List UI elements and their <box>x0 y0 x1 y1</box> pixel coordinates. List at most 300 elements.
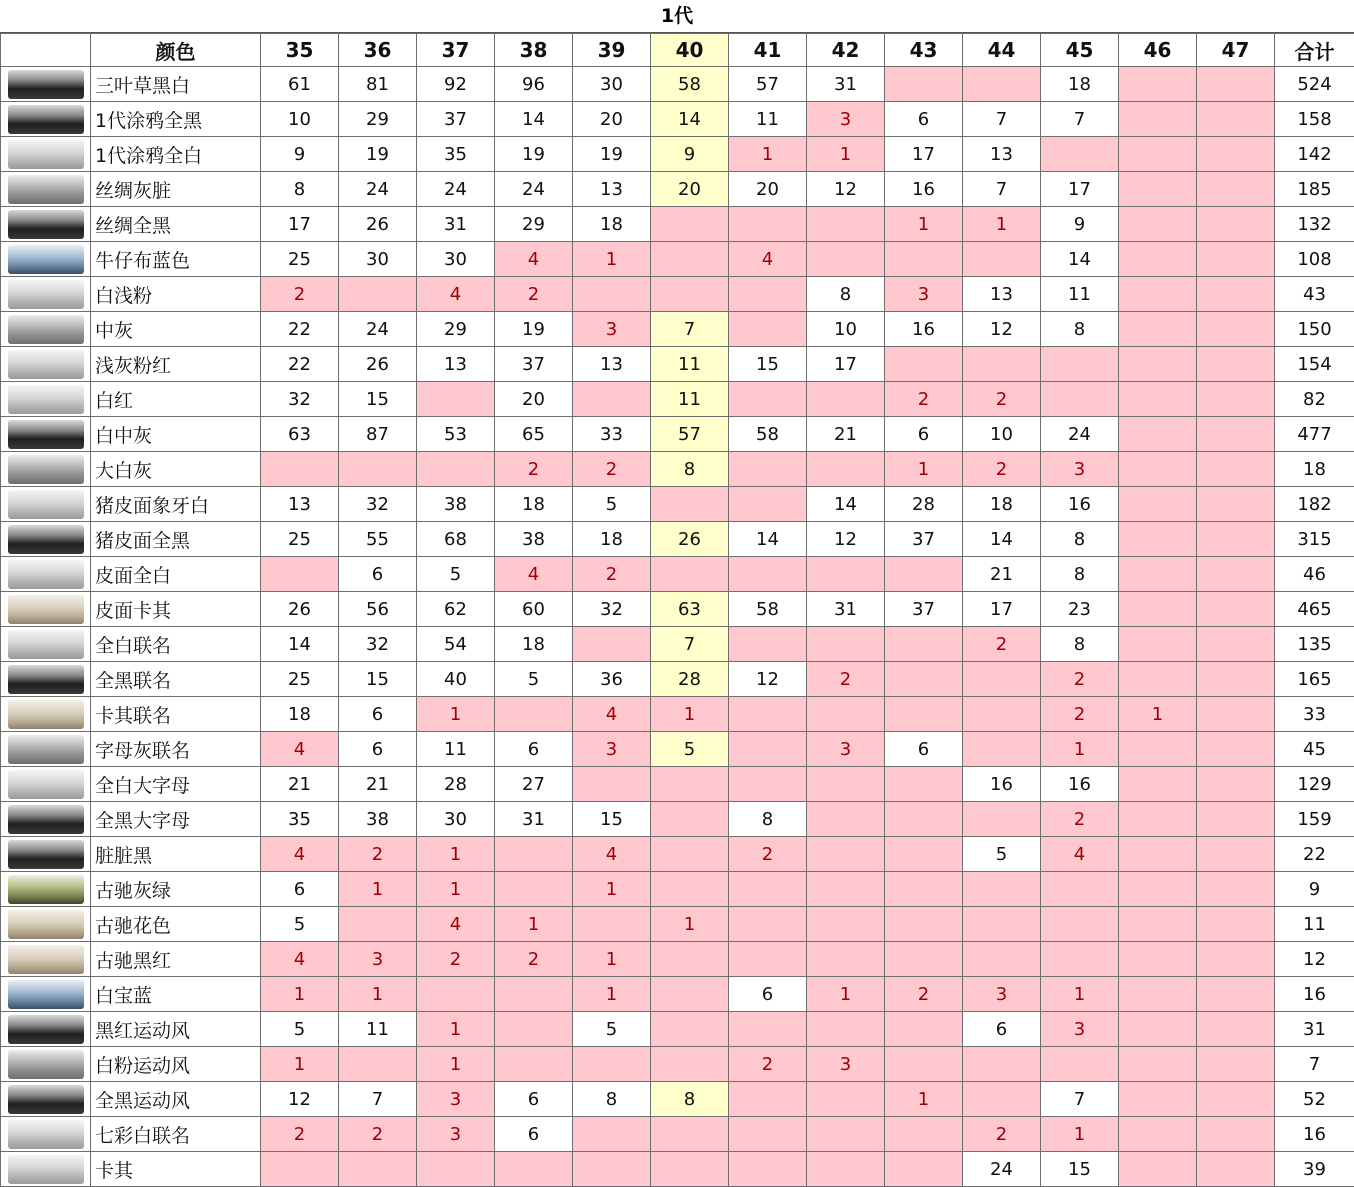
size-quantity-cell[interactable] <box>963 347 1041 382</box>
size-quantity-cell[interactable] <box>807 452 885 487</box>
size-quantity-cell[interactable] <box>1041 137 1119 172</box>
shoe-thumbnail-cell[interactable] <box>1 1082 91 1117</box>
size-quantity-cell[interactable] <box>729 942 807 977</box>
size-quantity-cell[interactable] <box>1119 102 1197 137</box>
color-name-cell[interactable]: 1代涂鸦全白 <box>91 137 261 172</box>
size-quantity-cell[interactable]: 5 <box>963 837 1041 872</box>
size-header[interactable]: 47 <box>1197 34 1275 67</box>
size-quantity-cell[interactable]: 4 <box>729 242 807 277</box>
size-quantity-cell[interactable]: 17 <box>807 347 885 382</box>
size-quantity-cell[interactable]: 5 <box>261 907 339 942</box>
size-quantity-cell[interactable]: 2 <box>807 662 885 697</box>
size-quantity-cell[interactable] <box>339 1152 417 1187</box>
size-quantity-cell[interactable]: 1 <box>573 942 651 977</box>
row-total-cell[interactable]: 165 <box>1275 662 1354 697</box>
size-quantity-cell[interactable]: 3 <box>417 1082 495 1117</box>
size-quantity-cell[interactable]: 2 <box>495 942 573 977</box>
size-quantity-cell[interactable] <box>807 1117 885 1152</box>
size-quantity-cell[interactable]: 4 <box>417 907 495 942</box>
size-quantity-cell[interactable]: 2 <box>573 452 651 487</box>
shoe-thumbnail-cell[interactable] <box>1 312 91 347</box>
size-quantity-cell[interactable] <box>807 1152 885 1187</box>
size-quantity-cell[interactable] <box>1041 382 1119 417</box>
size-header[interactable]: 46 <box>1119 34 1197 67</box>
row-total-cell[interactable]: 524 <box>1275 67 1354 102</box>
size-quantity-cell[interactable]: 9 <box>261 137 339 172</box>
size-quantity-cell[interactable] <box>885 242 963 277</box>
size-quantity-cell[interactable]: 17 <box>1041 172 1119 207</box>
size-quantity-cell[interactable]: 25 <box>261 242 339 277</box>
size-quantity-cell[interactable]: 2 <box>495 277 573 312</box>
size-quantity-cell[interactable] <box>729 207 807 242</box>
size-quantity-cell[interactable]: 1 <box>885 207 963 242</box>
size-quantity-cell[interactable]: 20 <box>573 102 651 137</box>
size-quantity-cell[interactable]: 3 <box>1041 1012 1119 1047</box>
size-quantity-cell[interactable] <box>495 872 573 907</box>
size-quantity-cell[interactable]: 3 <box>885 277 963 312</box>
size-quantity-cell[interactable] <box>729 452 807 487</box>
size-quantity-cell[interactable] <box>1197 697 1275 732</box>
size-quantity-cell[interactable]: 11 <box>651 382 729 417</box>
size-header[interactable]: 39 <box>573 34 651 67</box>
row-total-cell[interactable]: 46 <box>1275 557 1354 592</box>
size-quantity-cell[interactable]: 20 <box>729 172 807 207</box>
row-total-cell[interactable]: 11 <box>1275 907 1354 942</box>
size-quantity-cell[interactable]: 1 <box>885 452 963 487</box>
color-name-cell[interactable]: 白宝蓝 <box>91 977 261 1012</box>
size-quantity-cell[interactable]: 30 <box>417 242 495 277</box>
size-quantity-cell[interactable] <box>339 907 417 942</box>
row-total-cell[interactable]: 135 <box>1275 627 1354 662</box>
size-quantity-cell[interactable]: 2 <box>417 942 495 977</box>
size-quantity-cell[interactable]: 33 <box>573 417 651 452</box>
row-total-cell[interactable]: 33 <box>1275 697 1354 732</box>
size-quantity-cell[interactable]: 14 <box>261 627 339 662</box>
size-quantity-cell[interactable] <box>729 1117 807 1152</box>
size-header[interactable]: 44 <box>963 34 1041 67</box>
color-name-cell[interactable]: 1代涂鸦全黑 <box>91 102 261 137</box>
size-quantity-cell[interactable]: 31 <box>417 207 495 242</box>
size-quantity-cell[interactable]: 6 <box>885 102 963 137</box>
size-quantity-cell[interactable]: 13 <box>573 347 651 382</box>
size-quantity-cell[interactable]: 24 <box>417 172 495 207</box>
size-quantity-cell[interactable]: 2 <box>885 977 963 1012</box>
size-quantity-cell[interactable]: 7 <box>963 172 1041 207</box>
size-quantity-cell[interactable] <box>1041 872 1119 907</box>
size-quantity-cell[interactable]: 21 <box>963 557 1041 592</box>
shoe-thumbnail-cell[interactable] <box>1 942 91 977</box>
size-quantity-cell[interactable] <box>573 382 651 417</box>
color-name-cell[interactable]: 全黑联名 <box>91 662 261 697</box>
size-quantity-cell[interactable]: 14 <box>495 102 573 137</box>
size-quantity-cell[interactable] <box>1119 172 1197 207</box>
size-quantity-cell[interactable]: 1 <box>1119 697 1197 732</box>
size-quantity-cell[interactable] <box>1119 977 1197 1012</box>
size-quantity-cell[interactable] <box>729 767 807 802</box>
shoe-thumbnail-cell[interactable] <box>1 1047 91 1082</box>
size-quantity-cell[interactable] <box>651 942 729 977</box>
size-quantity-cell[interactable] <box>1197 137 1275 172</box>
size-quantity-cell[interactable]: 2 <box>963 627 1041 662</box>
shoe-thumbnail-cell[interactable] <box>1 102 91 137</box>
size-quantity-cell[interactable]: 40 <box>417 662 495 697</box>
size-quantity-cell[interactable] <box>573 907 651 942</box>
size-quantity-cell[interactable] <box>963 662 1041 697</box>
size-quantity-cell[interactable]: 18 <box>1041 67 1119 102</box>
size-quantity-cell[interactable] <box>1119 522 1197 557</box>
shoe-thumbnail-cell[interactable] <box>1 207 91 242</box>
size-quantity-cell[interactable]: 31 <box>807 592 885 627</box>
size-quantity-cell[interactable]: 19 <box>573 137 651 172</box>
size-quantity-cell[interactable] <box>1197 662 1275 697</box>
row-total-cell[interactable]: 465 <box>1275 592 1354 627</box>
size-quantity-cell[interactable]: 15 <box>573 802 651 837</box>
size-quantity-cell[interactable] <box>573 277 651 312</box>
size-quantity-cell[interactable] <box>1197 1082 1275 1117</box>
shoe-thumbnail-cell[interactable] <box>1 452 91 487</box>
color-name-cell[interactable]: 全白大字母 <box>91 767 261 802</box>
size-quantity-cell[interactable] <box>885 907 963 942</box>
size-quantity-cell[interactable]: 29 <box>339 102 417 137</box>
size-quantity-cell[interactable] <box>729 1012 807 1047</box>
size-quantity-cell[interactable]: 3 <box>573 312 651 347</box>
size-quantity-cell[interactable]: 1 <box>963 207 1041 242</box>
size-quantity-cell[interactable]: 1 <box>573 242 651 277</box>
size-quantity-cell[interactable] <box>1119 1152 1197 1187</box>
size-quantity-cell[interactable] <box>1197 732 1275 767</box>
size-quantity-cell[interactable]: 8 <box>1041 627 1119 662</box>
size-quantity-cell[interactable]: 8 <box>1041 557 1119 592</box>
size-quantity-cell[interactable] <box>1119 592 1197 627</box>
size-quantity-cell[interactable]: 13 <box>261 487 339 522</box>
size-quantity-cell[interactable]: 2 <box>729 837 807 872</box>
size-quantity-cell[interactable]: 4 <box>417 277 495 312</box>
size-quantity-cell[interactable]: 3 <box>573 732 651 767</box>
size-quantity-cell[interactable] <box>1119 312 1197 347</box>
size-quantity-cell[interactable] <box>573 1117 651 1152</box>
size-quantity-cell[interactable]: 8 <box>573 1082 651 1117</box>
size-quantity-cell[interactable]: 32 <box>339 487 417 522</box>
size-quantity-cell[interactable] <box>495 977 573 1012</box>
color-name-cell[interactable]: 皮面全白 <box>91 557 261 592</box>
size-quantity-cell[interactable] <box>807 942 885 977</box>
size-quantity-cell[interactable] <box>807 802 885 837</box>
size-quantity-cell[interactable] <box>1119 942 1197 977</box>
size-quantity-cell[interactable]: 24 <box>1041 417 1119 452</box>
size-quantity-cell[interactable]: 3 <box>339 942 417 977</box>
size-quantity-cell[interactable]: 1 <box>651 697 729 732</box>
size-quantity-cell[interactable] <box>1197 1117 1275 1152</box>
size-quantity-cell[interactable]: 2 <box>573 557 651 592</box>
size-quantity-cell[interactable]: 11 <box>729 102 807 137</box>
size-quantity-cell[interactable] <box>1197 872 1275 907</box>
size-quantity-cell[interactable]: 8 <box>651 1082 729 1117</box>
size-quantity-cell[interactable] <box>807 767 885 802</box>
row-total-cell[interactable]: 45 <box>1275 732 1354 767</box>
size-quantity-cell[interactable]: 5 <box>261 1012 339 1047</box>
size-quantity-cell[interactable]: 4 <box>1041 837 1119 872</box>
size-quantity-cell[interactable]: 11 <box>417 732 495 767</box>
size-quantity-cell[interactable] <box>1197 312 1275 347</box>
row-total-cell[interactable]: 132 <box>1275 207 1354 242</box>
size-quantity-cell[interactable]: 18 <box>495 487 573 522</box>
size-quantity-cell[interactable] <box>1119 137 1197 172</box>
shoe-thumbnail-cell[interactable] <box>1 487 91 522</box>
color-name-cell[interactable]: 皮面卡其 <box>91 592 261 627</box>
size-quantity-cell[interactable] <box>1119 627 1197 662</box>
size-quantity-cell[interactable] <box>573 1152 651 1187</box>
size-quantity-cell[interactable]: 2 <box>885 382 963 417</box>
size-quantity-cell[interactable] <box>1119 277 1197 312</box>
size-quantity-cell[interactable] <box>417 382 495 417</box>
size-header[interactable]: 37 <box>417 34 495 67</box>
size-quantity-cell[interactable] <box>729 277 807 312</box>
size-quantity-cell[interactable] <box>339 1047 417 1082</box>
color-name-cell[interactable]: 古驰黑红 <box>91 942 261 977</box>
size-quantity-cell[interactable] <box>1119 347 1197 382</box>
size-quantity-cell[interactable]: 1 <box>573 872 651 907</box>
size-quantity-cell[interactable]: 26 <box>651 522 729 557</box>
size-quantity-cell[interactable]: 29 <box>417 312 495 347</box>
size-quantity-cell[interactable] <box>651 207 729 242</box>
size-quantity-cell[interactable]: 37 <box>885 592 963 627</box>
size-quantity-cell[interactable]: 5 <box>573 1012 651 1047</box>
size-quantity-cell[interactable]: 7 <box>1041 102 1119 137</box>
size-quantity-cell[interactable] <box>807 207 885 242</box>
size-quantity-cell[interactable] <box>885 872 963 907</box>
size-quantity-cell[interactable]: 4 <box>261 837 339 872</box>
size-quantity-cell[interactable]: 16 <box>885 312 963 347</box>
size-quantity-cell[interactable]: 21 <box>261 767 339 802</box>
size-quantity-cell[interactable]: 10 <box>963 417 1041 452</box>
color-name-cell[interactable]: 古驰花色 <box>91 907 261 942</box>
size-header[interactable]: 42 <box>807 34 885 67</box>
size-quantity-cell[interactable] <box>1119 67 1197 102</box>
size-quantity-cell[interactable]: 1 <box>339 872 417 907</box>
row-total-cell[interactable]: 52 <box>1275 1082 1354 1117</box>
size-quantity-cell[interactable]: 17 <box>261 207 339 242</box>
color-name-cell[interactable]: 丝绸全黑 <box>91 207 261 242</box>
size-quantity-cell[interactable] <box>651 977 729 1012</box>
row-total-cell[interactable]: 477 <box>1275 417 1354 452</box>
size-quantity-cell[interactable]: 37 <box>417 102 495 137</box>
color-name-cell[interactable]: 白红 <box>91 382 261 417</box>
size-quantity-cell[interactable]: 29 <box>495 207 573 242</box>
size-quantity-cell[interactable]: 12 <box>261 1082 339 1117</box>
size-quantity-cell[interactable] <box>885 1012 963 1047</box>
size-quantity-cell[interactable] <box>1197 1012 1275 1047</box>
size-quantity-cell[interactable] <box>1119 1117 1197 1152</box>
size-quantity-cell[interactable] <box>1119 732 1197 767</box>
size-quantity-cell[interactable] <box>651 1012 729 1047</box>
size-quantity-cell[interactable] <box>651 242 729 277</box>
size-quantity-cell[interactable] <box>495 837 573 872</box>
shoe-thumbnail-cell[interactable] <box>1 907 91 942</box>
size-header[interactable]: 43 <box>885 34 963 67</box>
size-quantity-cell[interactable] <box>885 837 963 872</box>
shoe-thumbnail-cell[interactable] <box>1 837 91 872</box>
size-quantity-cell[interactable]: 24 <box>339 172 417 207</box>
size-quantity-cell[interactable] <box>417 977 495 1012</box>
color-name-cell[interactable]: 白浅粉 <box>91 277 261 312</box>
row-total-cell[interactable]: 39 <box>1275 1152 1354 1187</box>
size-quantity-cell[interactable]: 58 <box>729 417 807 452</box>
color-name-cell[interactable]: 浅灰粉红 <box>91 347 261 382</box>
size-quantity-cell[interactable]: 3 <box>807 102 885 137</box>
size-quantity-cell[interactable] <box>495 1152 573 1187</box>
size-quantity-cell[interactable] <box>729 907 807 942</box>
size-quantity-cell[interactable]: 13 <box>573 172 651 207</box>
size-quantity-cell[interactable] <box>339 277 417 312</box>
size-quantity-cell[interactable] <box>651 1117 729 1152</box>
size-quantity-cell[interactable]: 2 <box>963 1117 1041 1152</box>
shoe-thumbnail-cell[interactable] <box>1 1152 91 1187</box>
size-quantity-cell[interactable] <box>1197 1047 1275 1082</box>
size-quantity-cell[interactable]: 32 <box>339 627 417 662</box>
color-header[interactable]: 颜色 <box>91 34 261 67</box>
size-quantity-cell[interactable] <box>963 802 1041 837</box>
size-quantity-cell[interactable]: 24 <box>339 312 417 347</box>
size-quantity-cell[interactable] <box>1119 837 1197 872</box>
size-quantity-cell[interactable] <box>651 1152 729 1187</box>
size-quantity-cell[interactable]: 1 <box>417 872 495 907</box>
size-quantity-cell[interactable]: 1 <box>1041 732 1119 767</box>
size-quantity-cell[interactable] <box>1197 277 1275 312</box>
size-quantity-cell[interactable]: 6 <box>885 732 963 767</box>
size-quantity-cell[interactable]: 19 <box>495 137 573 172</box>
size-quantity-cell[interactable]: 17 <box>885 137 963 172</box>
size-quantity-cell[interactable]: 3 <box>807 1047 885 1082</box>
size-quantity-cell[interactable]: 17 <box>963 592 1041 627</box>
size-quantity-cell[interactable] <box>1197 942 1275 977</box>
color-name-cell[interactable]: 白粉运动风 <box>91 1047 261 1082</box>
size-quantity-cell[interactable]: 2 <box>1041 697 1119 732</box>
row-total-cell[interactable]: 43 <box>1275 277 1354 312</box>
shoe-thumbnail-cell[interactable] <box>1 277 91 312</box>
size-quantity-cell[interactable]: 12 <box>807 522 885 557</box>
size-quantity-cell[interactable] <box>573 1047 651 1082</box>
size-quantity-cell[interactable]: 81 <box>339 67 417 102</box>
size-quantity-cell[interactable]: 25 <box>261 662 339 697</box>
size-quantity-cell[interactable]: 27 <box>495 767 573 802</box>
size-quantity-cell[interactable]: 5 <box>573 487 651 522</box>
size-quantity-cell[interactable] <box>1119 417 1197 452</box>
size-quantity-cell[interactable]: 14 <box>729 522 807 557</box>
size-quantity-cell[interactable]: 1 <box>261 977 339 1012</box>
size-quantity-cell[interactable] <box>1041 1047 1119 1082</box>
size-quantity-cell[interactable] <box>963 872 1041 907</box>
size-quantity-cell[interactable]: 1 <box>885 1082 963 1117</box>
size-quantity-cell[interactable] <box>885 697 963 732</box>
size-quantity-cell[interactable]: 87 <box>339 417 417 452</box>
size-quantity-cell[interactable]: 24 <box>963 1152 1041 1187</box>
row-total-cell[interactable]: 159 <box>1275 802 1354 837</box>
size-quantity-cell[interactable] <box>1119 872 1197 907</box>
size-quantity-cell[interactable]: 8 <box>807 277 885 312</box>
size-quantity-cell[interactable]: 8 <box>1041 522 1119 557</box>
size-quantity-cell[interactable]: 13 <box>963 137 1041 172</box>
size-quantity-cell[interactable]: 61 <box>261 67 339 102</box>
size-quantity-cell[interactable] <box>651 277 729 312</box>
size-quantity-cell[interactable] <box>1119 1082 1197 1117</box>
size-quantity-cell[interactable]: 24 <box>495 172 573 207</box>
row-total-cell[interactable]: 150 <box>1275 312 1354 347</box>
size-quantity-cell[interactable] <box>885 347 963 382</box>
shoe-thumbnail-cell[interactable] <box>1 627 91 662</box>
size-quantity-cell[interactable]: 22 <box>261 347 339 382</box>
size-quantity-cell[interactable]: 37 <box>495 347 573 382</box>
size-quantity-cell[interactable] <box>963 907 1041 942</box>
size-quantity-cell[interactable]: 1 <box>417 1047 495 1082</box>
size-quantity-cell[interactable] <box>651 557 729 592</box>
size-quantity-cell[interactable]: 16 <box>885 172 963 207</box>
size-quantity-cell[interactable]: 11 <box>1041 277 1119 312</box>
size-quantity-cell[interactable]: 20 <box>495 382 573 417</box>
size-quantity-cell[interactable]: 1 <box>729 137 807 172</box>
size-quantity-cell[interactable] <box>963 697 1041 732</box>
size-quantity-cell[interactable]: 10 <box>261 102 339 137</box>
color-name-cell[interactable]: 白中灰 <box>91 417 261 452</box>
size-quantity-cell[interactable] <box>1119 487 1197 522</box>
size-quantity-cell[interactable] <box>1119 242 1197 277</box>
size-quantity-cell[interactable]: 6 <box>885 417 963 452</box>
size-quantity-cell[interactable] <box>807 907 885 942</box>
size-quantity-cell[interactable] <box>1197 382 1275 417</box>
size-quantity-cell[interactable] <box>729 382 807 417</box>
size-quantity-cell[interactable] <box>495 1012 573 1047</box>
shoe-thumbnail-cell[interactable] <box>1 662 91 697</box>
size-quantity-cell[interactable]: 15 <box>729 347 807 382</box>
size-quantity-cell[interactable]: 15 <box>339 662 417 697</box>
size-quantity-cell[interactable]: 58 <box>729 592 807 627</box>
size-quantity-cell[interactable]: 4 <box>495 242 573 277</box>
size-quantity-cell[interactable]: 6 <box>495 1082 573 1117</box>
size-quantity-cell[interactable] <box>1119 207 1197 242</box>
color-name-cell[interactable]: 三叶草黑白 <box>91 67 261 102</box>
size-quantity-cell[interactable]: 12 <box>729 662 807 697</box>
size-quantity-cell[interactable] <box>1197 207 1275 242</box>
size-quantity-cell[interactable]: 18 <box>573 522 651 557</box>
color-name-cell[interactable]: 卡其 <box>91 1152 261 1187</box>
size-quantity-cell[interactable] <box>1197 452 1275 487</box>
size-quantity-cell[interactable] <box>885 662 963 697</box>
row-total-cell[interactable]: 154 <box>1275 347 1354 382</box>
size-quantity-cell[interactable]: 63 <box>651 592 729 627</box>
shoe-thumbnail-cell[interactable] <box>1 382 91 417</box>
size-quantity-cell[interactable]: 1 <box>339 977 417 1012</box>
size-quantity-cell[interactable]: 38 <box>339 802 417 837</box>
size-quantity-cell[interactable] <box>495 697 573 732</box>
color-name-cell[interactable]: 字母灰联名 <box>91 732 261 767</box>
size-quantity-cell[interactable] <box>1197 907 1275 942</box>
size-quantity-cell[interactable]: 30 <box>339 242 417 277</box>
size-header[interactable]: 36 <box>339 34 417 67</box>
size-quantity-cell[interactable] <box>1119 802 1197 837</box>
size-quantity-cell[interactable]: 30 <box>417 802 495 837</box>
size-quantity-cell[interactable]: 4 <box>261 942 339 977</box>
size-quantity-cell[interactable]: 2 <box>1041 802 1119 837</box>
size-quantity-cell[interactable]: 2 <box>339 837 417 872</box>
size-quantity-cell[interactable]: 1 <box>573 977 651 1012</box>
size-quantity-cell[interactable] <box>1197 172 1275 207</box>
row-total-cell[interactable]: 9 <box>1275 872 1354 907</box>
size-quantity-cell[interactable]: 36 <box>573 662 651 697</box>
size-quantity-cell[interactable] <box>1197 767 1275 802</box>
size-quantity-cell[interactable] <box>885 67 963 102</box>
size-quantity-cell[interactable]: 7 <box>651 312 729 347</box>
size-quantity-cell[interactable] <box>807 557 885 592</box>
size-quantity-cell[interactable]: 32 <box>261 382 339 417</box>
